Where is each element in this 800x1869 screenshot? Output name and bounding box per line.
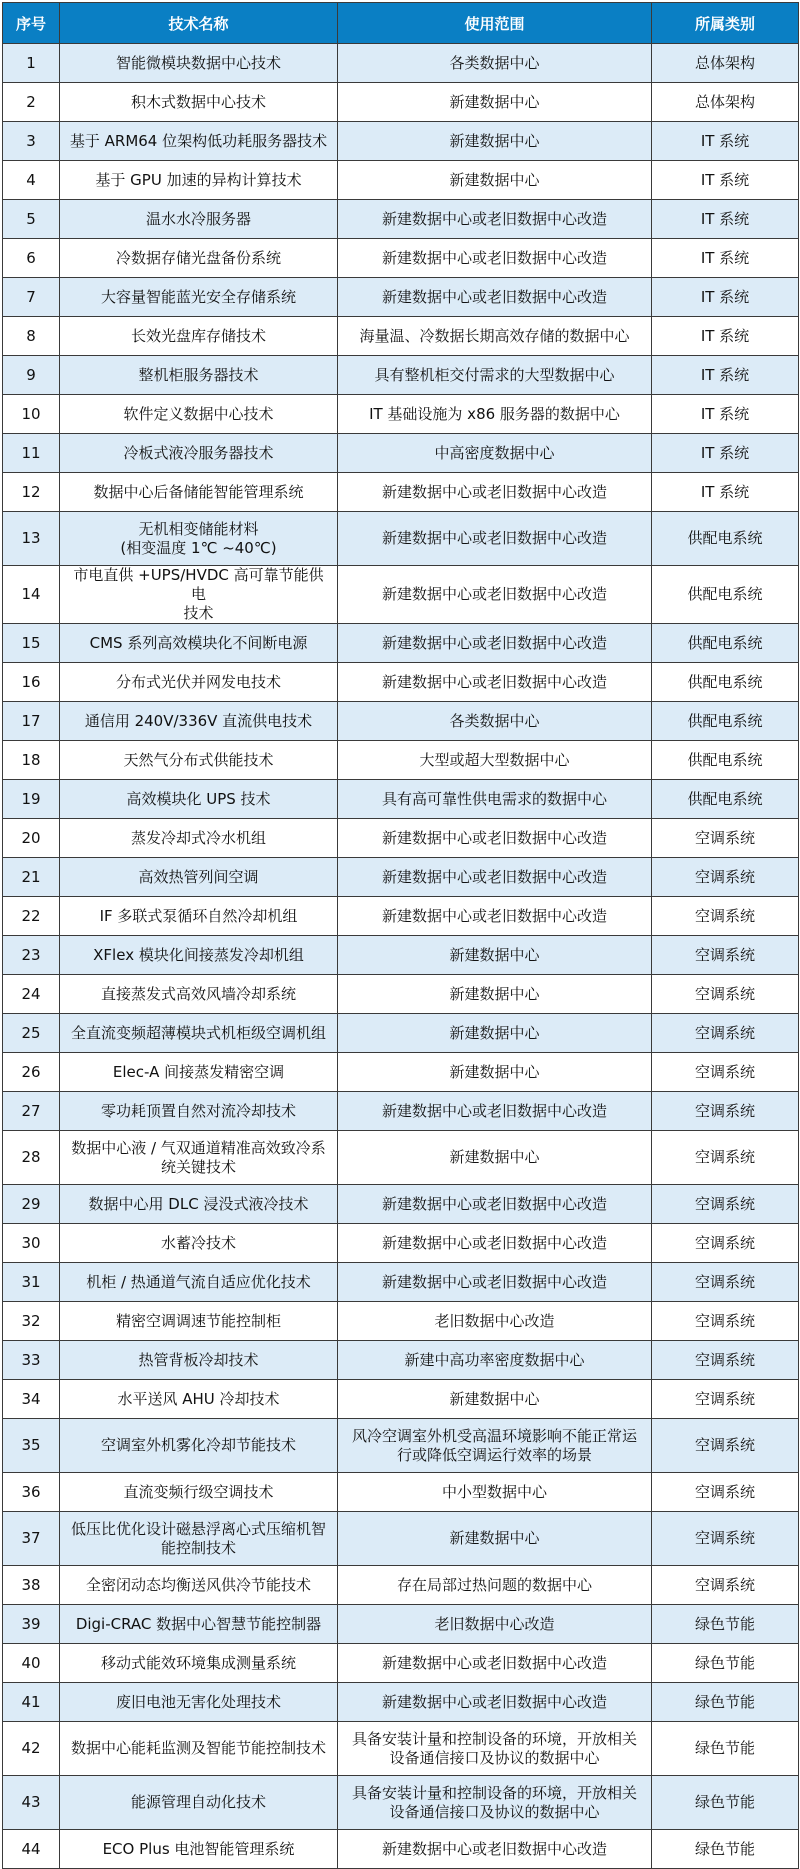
- cell-tech-name: 天然气分布式供能技术: [60, 741, 338, 780]
- cell-scope: 具有高可靠性供电需求的数据中心: [338, 780, 652, 819]
- table-row: [3, 434, 799, 473]
- cell-scope: 新建数据中心或老旧数据中心改造: [338, 1224, 652, 1263]
- table-row: [3, 897, 799, 936]
- cell-tech-name: XFlex 模块化间接蒸发冷却机组: [60, 936, 338, 975]
- cell-tech-name: 直流变频行级空调技术: [60, 1473, 338, 1512]
- cell-tech-name: 温水水冷服务器: [60, 200, 338, 239]
- header-name: 技术名称: [60, 3, 338, 44]
- cell-scope: 新建数据中心或老旧数据中心改造: [338, 1185, 652, 1224]
- table-row: [3, 1053, 799, 1092]
- cell-index: 8: [3, 317, 60, 356]
- cell-scope: 各类数据中心: [338, 702, 652, 741]
- table-row: [3, 1224, 799, 1263]
- cell-index: 40: [3, 1644, 60, 1683]
- cell-category: 供配电系统: [652, 566, 799, 624]
- cell-index: 24: [3, 975, 60, 1014]
- table-row: [3, 663, 799, 702]
- cell-index: 41: [3, 1683, 60, 1722]
- cell-scope: 新建中高功率密度数据中心: [338, 1341, 652, 1380]
- cell-scope: 新建数据中心或老旧数据中心改造: [338, 1830, 652, 1869]
- table-row: [3, 1131, 799, 1185]
- table-row: [3, 1683, 799, 1722]
- header-scope: 使用范围: [338, 3, 652, 44]
- cell-index: 19: [3, 780, 60, 819]
- cell-tech-name: 冷板式液冷服务器技术: [60, 434, 338, 473]
- cell-index: 29: [3, 1185, 60, 1224]
- table-row: [3, 1512, 799, 1566]
- table-row: [3, 1473, 799, 1512]
- cell-index: 26: [3, 1053, 60, 1092]
- cell-scope: 存在局部过热问题的数据中心: [338, 1566, 652, 1605]
- cell-index: 28: [3, 1131, 60, 1185]
- table-row: [3, 1380, 799, 1419]
- cell-index: 9: [3, 356, 60, 395]
- cell-index: 33: [3, 1341, 60, 1380]
- cell-tech-name: 热管背板冷却技术: [60, 1341, 338, 1380]
- table-row: [3, 780, 799, 819]
- cell-index: 34: [3, 1380, 60, 1419]
- cell-category: 空调系统: [652, 936, 799, 975]
- cell-category: 空调系统: [652, 1014, 799, 1053]
- cell-tech-name: 全密闭动态均衡送风供冷节能技术: [60, 1566, 338, 1605]
- table-row: [3, 1722, 799, 1776]
- cell-scope: 新建数据中心或老旧数据中心改造: [338, 473, 652, 512]
- cell-index: 31: [3, 1263, 60, 1302]
- cell-tech-name: 零功耗顶置自然对流冷却技术: [60, 1092, 338, 1131]
- cell-index: 3: [3, 122, 60, 161]
- cell-tech-name: 低压比优化设计磁悬浮离心式压缩机智 能控制技术: [60, 1512, 338, 1566]
- table-row: [3, 1014, 799, 1053]
- cell-category: IT 系统: [652, 473, 799, 512]
- cell-index: 12: [3, 473, 60, 512]
- table-row: [3, 239, 799, 278]
- table-row: [3, 278, 799, 317]
- cell-category: 绿色节能: [652, 1605, 799, 1644]
- cell-tech-name: 无机相变储能材料 (相变温度 1℃ ~40℃): [60, 512, 338, 566]
- table-row: [3, 1185, 799, 1224]
- cell-tech-name: 分布式光伏并网发电技术: [60, 663, 338, 702]
- table-row: [3, 122, 799, 161]
- table-row: [3, 936, 799, 975]
- cell-index: 21: [3, 858, 60, 897]
- table-row: [3, 566, 799, 624]
- cell-tech-name: 废旧电池无害化处理技术: [60, 1683, 338, 1722]
- cell-category: 空调系统: [652, 1566, 799, 1605]
- cell-scope: 新建数据中心或老旧数据中心改造: [338, 1683, 652, 1722]
- cell-index: 44: [3, 1830, 60, 1869]
- table-row: [3, 395, 799, 434]
- cell-index: 30: [3, 1224, 60, 1263]
- cell-index: 22: [3, 897, 60, 936]
- technology-table: [2, 2, 799, 1869]
- table-row: [3, 317, 799, 356]
- cell-tech-name: 高效热管列间空调: [60, 858, 338, 897]
- cell-category: 绿色节能: [652, 1830, 799, 1869]
- cell-scope: 大型或超大型数据中心: [338, 741, 652, 780]
- table-row: [3, 1263, 799, 1302]
- cell-tech-name: 高效模块化 UPS 技术: [60, 780, 338, 819]
- cell-scope: 新建数据中心或老旧数据中心改造: [338, 663, 652, 702]
- cell-tech-name: 长效光盘库存储技术: [60, 317, 338, 356]
- table-row: [3, 702, 799, 741]
- table-row: [3, 624, 799, 663]
- cell-category: 空调系统: [652, 1092, 799, 1131]
- cell-index: 43: [3, 1776, 60, 1830]
- table-row: [3, 512, 799, 566]
- cell-category: 空调系统: [652, 819, 799, 858]
- table-row: [3, 975, 799, 1014]
- cell-tech-name: Elec-A 间接蒸发精密空调: [60, 1053, 338, 1092]
- cell-scope: 新建数据中心: [338, 122, 652, 161]
- cell-tech-name: 移动式能效环境集成测量系统: [60, 1644, 338, 1683]
- cell-category: IT 系统: [652, 317, 799, 356]
- cell-tech-name: 直接蒸发式高效风墙冷却系统: [60, 975, 338, 1014]
- cell-tech-name: 精密空调调速节能控制柜: [60, 1302, 338, 1341]
- table-row: [3, 1092, 799, 1131]
- table-row: [3, 44, 799, 83]
- table-row: [3, 1341, 799, 1380]
- cell-index: 32: [3, 1302, 60, 1341]
- cell-category: 空调系统: [652, 975, 799, 1014]
- cell-scope: 具备安装计量和控制设备的环境，开放相关 设备通信接口及协议的数据中心: [338, 1776, 652, 1830]
- cell-index: 37: [3, 1512, 60, 1566]
- cell-category: IT 系统: [652, 122, 799, 161]
- cell-scope: 中高密度数据中心: [338, 434, 652, 473]
- cell-category: 总体架构: [652, 83, 799, 122]
- cell-tech-name: 冷数据存储光盘备份系统: [60, 239, 338, 278]
- cell-category: 空调系统: [652, 1053, 799, 1092]
- cell-category: 空调系统: [652, 1512, 799, 1566]
- table-row: [3, 83, 799, 122]
- cell-tech-name: IF 多联式泵循环自然冷却机组: [60, 897, 338, 936]
- cell-category: 供配电系统: [652, 780, 799, 819]
- cell-tech-name: 水蓄冷技术: [60, 1224, 338, 1263]
- cell-scope: 新建数据中心: [338, 1131, 652, 1185]
- cell-category: 空调系统: [652, 1380, 799, 1419]
- table-row: [3, 1302, 799, 1341]
- header-category: 所属类别: [652, 3, 799, 44]
- cell-scope: 新建数据中心: [338, 1380, 652, 1419]
- cell-index: 1: [3, 44, 60, 83]
- table-body: [3, 44, 799, 1869]
- cell-scope: 新建数据中心: [338, 83, 652, 122]
- cell-scope: 新建数据中心: [338, 1053, 652, 1092]
- cell-category: IT 系统: [652, 200, 799, 239]
- cell-category: 空调系统: [652, 1419, 799, 1473]
- cell-tech-name: 积木式数据中心技术: [60, 83, 338, 122]
- table-row: [3, 200, 799, 239]
- cell-tech-name: 数据中心用 DLC 浸没式液冷技术: [60, 1185, 338, 1224]
- cell-category: 空调系统: [652, 1341, 799, 1380]
- cell-index: 23: [3, 936, 60, 975]
- cell-index: 4: [3, 161, 60, 200]
- cell-category: 供配电系统: [652, 702, 799, 741]
- cell-index: 17: [3, 702, 60, 741]
- cell-category: 绿色节能: [652, 1683, 799, 1722]
- cell-tech-name: Digi-CRAC 数据中心智慧节能控制器: [60, 1605, 338, 1644]
- table-row: [3, 161, 799, 200]
- cell-category: IT 系统: [652, 239, 799, 278]
- cell-category: 空调系统: [652, 897, 799, 936]
- cell-scope: 新建数据中心: [338, 1512, 652, 1566]
- cell-scope: 新建数据中心或老旧数据中心改造: [338, 278, 652, 317]
- cell-index: 5: [3, 200, 60, 239]
- cell-category: 空调系统: [652, 1473, 799, 1512]
- cell-tech-name: CMS 系列高效模块化不间断电源: [60, 624, 338, 663]
- cell-tech-name: 数据中心后备储能智能管理系统: [60, 473, 338, 512]
- cell-index: 38: [3, 1566, 60, 1605]
- cell-index: 27: [3, 1092, 60, 1131]
- cell-scope: 新建数据中心或老旧数据中心改造: [338, 858, 652, 897]
- cell-tech-name: 基于 ARM64 位架构低功耗服务器技术: [60, 122, 338, 161]
- cell-scope: 新建数据中心: [338, 1014, 652, 1053]
- cell-scope: 新建数据中心: [338, 161, 652, 200]
- cell-scope: IT 基础设施为 x86 服务器的数据中心: [338, 395, 652, 434]
- cell-category: IT 系统: [652, 356, 799, 395]
- cell-category: 供配电系统: [652, 663, 799, 702]
- cell-index: 10: [3, 395, 60, 434]
- cell-category: 空调系统: [652, 858, 799, 897]
- table-row: [3, 1776, 799, 1830]
- cell-tech-name: 通信用 240V/336V 直流供电技术: [60, 702, 338, 741]
- cell-tech-name: 机柜 / 热通道气流自适应优化技术: [60, 1263, 338, 1302]
- cell-scope: 老旧数据中心改造: [338, 1302, 652, 1341]
- table-row: [3, 741, 799, 780]
- cell-index: 42: [3, 1722, 60, 1776]
- cell-scope: 风冷空调室外机受高温环境影响不能正常运 行或降低空调运行效率的场景: [338, 1419, 652, 1473]
- cell-category: 绿色节能: [652, 1644, 799, 1683]
- cell-scope: 新建数据中心: [338, 975, 652, 1014]
- cell-category: 供配电系统: [652, 741, 799, 780]
- cell-scope: 新建数据中心或老旧数据中心改造: [338, 566, 652, 624]
- cell-scope: 新建数据中心或老旧数据中心改造: [338, 1644, 652, 1683]
- table-row: [3, 356, 799, 395]
- cell-tech-name: 水平送风 AHU 冷却技术: [60, 1380, 338, 1419]
- cell-index: 13: [3, 512, 60, 566]
- cell-index: 36: [3, 1473, 60, 1512]
- cell-category: 空调系统: [652, 1131, 799, 1185]
- cell-category: 空调系统: [652, 1302, 799, 1341]
- cell-scope: 海量温、冷数据长期高效存储的数据中心: [338, 317, 652, 356]
- cell-tech-name: 整机柜服务器技术: [60, 356, 338, 395]
- cell-tech-name: 软件定义数据中心技术: [60, 395, 338, 434]
- table-row: [3, 1605, 799, 1644]
- header-row: [3, 3, 799, 44]
- cell-scope: 新建数据中心或老旧数据中心改造: [338, 897, 652, 936]
- cell-tech-name: 全直流变频超薄模块式机柜级空调机组: [60, 1014, 338, 1053]
- table-row: [3, 1419, 799, 1473]
- cell-index: 16: [3, 663, 60, 702]
- cell-index: 25: [3, 1014, 60, 1053]
- cell-tech-name: 空调室外机雾化冷却节能技术: [60, 1419, 338, 1473]
- cell-category: IT 系统: [652, 395, 799, 434]
- cell-category: IT 系统: [652, 278, 799, 317]
- cell-scope: 中小型数据中心: [338, 1473, 652, 1512]
- cell-scope: 新建数据中心或老旧数据中心改造: [338, 239, 652, 278]
- cell-tech-name: 数据中心液 / 气双通道精准高效致冷系 统关键技术: [60, 1131, 338, 1185]
- cell-tech-name: 蒸发冷却式冷水机组: [60, 819, 338, 858]
- table-header: [3, 3, 799, 44]
- cell-index: 7: [3, 278, 60, 317]
- cell-category: 供配电系统: [652, 512, 799, 566]
- cell-category: 绿色节能: [652, 1722, 799, 1776]
- table-row: [3, 1830, 799, 1869]
- cell-index: 39: [3, 1605, 60, 1644]
- table-row: [3, 1566, 799, 1605]
- cell-index: 14: [3, 566, 60, 624]
- cell-tech-name: 数据中心能耗监测及智能节能控制技术: [60, 1722, 338, 1776]
- table-row: [3, 473, 799, 512]
- table-row: [3, 1644, 799, 1683]
- cell-scope: 新建数据中心或老旧数据中心改造: [338, 1263, 652, 1302]
- cell-scope: 新建数据中心或老旧数据中心改造: [338, 624, 652, 663]
- table-row: [3, 819, 799, 858]
- cell-category: 供配电系统: [652, 624, 799, 663]
- cell-category: 空调系统: [652, 1185, 799, 1224]
- cell-category: 空调系统: [652, 1224, 799, 1263]
- cell-category: IT 系统: [652, 161, 799, 200]
- cell-scope: 各类数据中心: [338, 44, 652, 83]
- cell-tech-name: 能源管理自动化技术: [60, 1776, 338, 1830]
- cell-category: 总体架构: [652, 44, 799, 83]
- cell-scope: 新建数据中心: [338, 936, 652, 975]
- table-row: [3, 858, 799, 897]
- cell-category: IT 系统: [652, 434, 799, 473]
- header-index: 序号: [3, 3, 60, 44]
- cell-index: 15: [3, 624, 60, 663]
- cell-tech-name: 市电直供 +UPS/HVDC 高可靠节能供电 技术: [60, 566, 338, 624]
- cell-index: 35: [3, 1419, 60, 1473]
- cell-scope: 具备安装计量和控制设备的环境，开放相关 设备通信接口及协议的数据中心: [338, 1722, 652, 1776]
- cell-scope: 新建数据中心或老旧数据中心改造: [338, 512, 652, 566]
- cell-index: 11: [3, 434, 60, 473]
- cell-tech-name: 基于 GPU 加速的异构计算技术: [60, 161, 338, 200]
- cell-index: 2: [3, 83, 60, 122]
- cell-tech-name: 智能微模块数据中心技术: [60, 44, 338, 83]
- cell-scope: 新建数据中心或老旧数据中心改造: [338, 200, 652, 239]
- cell-category: 绿色节能: [652, 1776, 799, 1830]
- cell-scope: 新建数据中心或老旧数据中心改造: [338, 1092, 652, 1131]
- cell-scope: 具有整机柜交付需求的大型数据中心: [338, 356, 652, 395]
- cell-scope: 新建数据中心或老旧数据中心改造: [338, 819, 652, 858]
- cell-index: 18: [3, 741, 60, 780]
- cell-scope: 老旧数据中心改造: [338, 1605, 652, 1644]
- cell-category: 空调系统: [652, 1263, 799, 1302]
- cell-index: 6: [3, 239, 60, 278]
- cell-index: 20: [3, 819, 60, 858]
- cell-tech-name: ECO Plus 电池智能管理系统: [60, 1830, 338, 1869]
- cell-tech-name: 大容量智能蓝光安全存储系统: [60, 278, 338, 317]
